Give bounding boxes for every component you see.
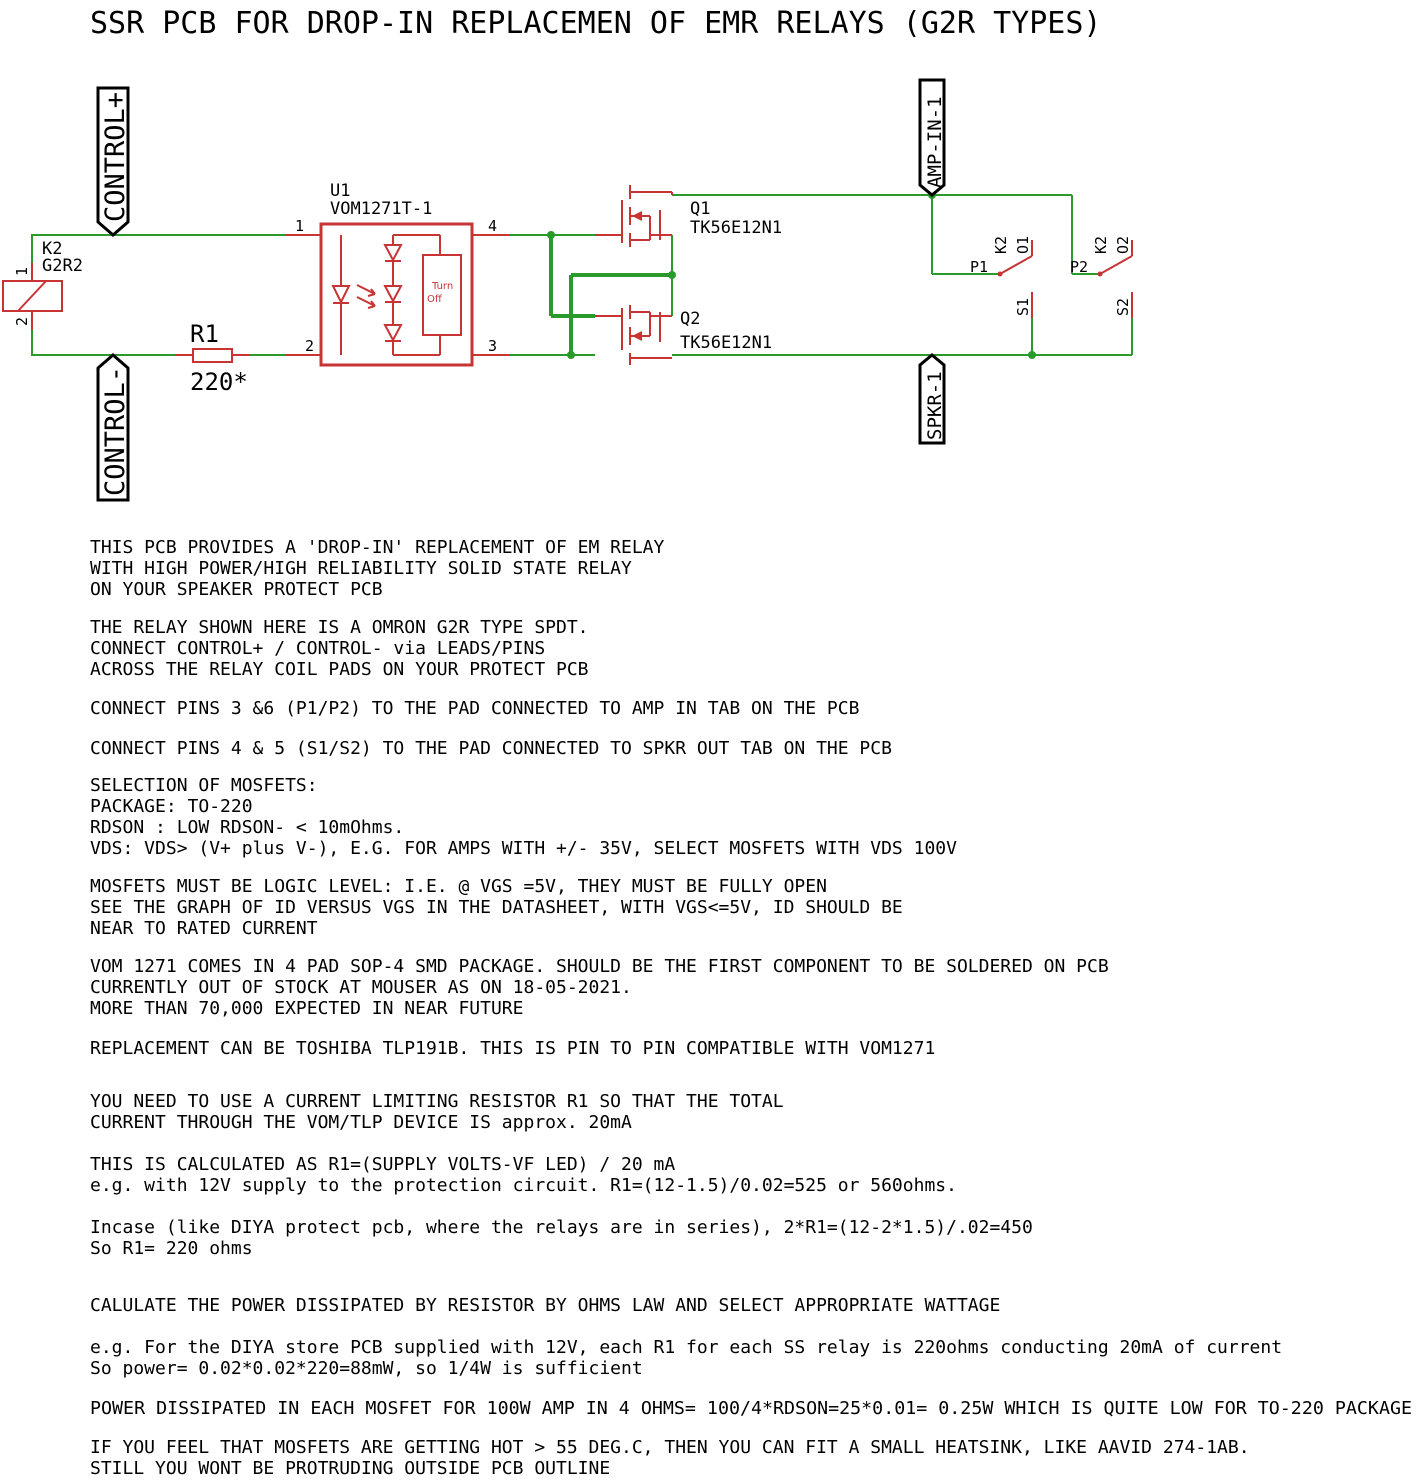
opto-turnoff-label-1: Turn <box>432 281 454 292</box>
note-line: IF YOU FEEL THAT MOSFETS ARE GETTING HOT > 55 DEG.C, THEN YOU CAN FIT A SMALL HEATSINK, LIKE AAVID 274-1AB. <box>90 1437 1250 1458</box>
note-line: CURRENTLY OUT OF STOCK AT MOUSER AS ON 18-05-2021. <box>90 977 632 998</box>
resistor-value: 220* <box>190 368 248 396</box>
port-control-plus-label: CONTROL+ <box>100 91 131 222</box>
q1-ref: Q1 <box>690 199 711 219</box>
q2-value: TK56E12N1 <box>680 333 773 353</box>
port-spkr <box>920 355 946 443</box>
note-line: e.g. with 12V supply to the protection circuit. R1=(12-1.5)/0.02=525 or 560ohms. <box>90 1175 957 1196</box>
note-line: REPLACEMENT CAN BE TOSHIBA TLP191B. THIS IS PIN TO PIN COMPATIBLE WITH VOM1271 <box>90 1038 936 1059</box>
contact-1-throw: O1 <box>1014 235 1032 254</box>
note-line: WITH HIGH POWER/HIGH RELIABILITY SOLID STATE RELAY <box>90 558 632 579</box>
note-line: VOM 1271 COMES IN 4 PAD SOP-4 SMD PACKAGE. SHOULD BE THE FIRST COMPONENT TO BE SOLDERED ON PCB <box>90 956 1109 977</box>
note-line: THIS IS CALCULATED AS R1=(SUPPLY VOLTS-VF LED) / 20 mA <box>90 1154 676 1175</box>
relay-contact-1 <box>970 236 1032 318</box>
note-line: VDS: VDS> (V+ plus V-), E.G. FOR AMPS WITH +/- 35V, SELECT MOSFETS WITH VDS 100V <box>90 838 957 859</box>
q1-value: TK56E12N1 <box>690 218 783 238</box>
note-line: CONNECT CONTROL+ / CONTROL- via LEADS/PINS <box>90 638 546 659</box>
note-line: MORE THAN 70,000 EXPECTED IN NEAR FUTURE <box>90 998 524 1019</box>
note-line: YOU NEED TO USE A CURRENT LIMITING RESISTOR R1 SO THAT THE TOTAL <box>90 1091 784 1112</box>
note-line: ON YOUR SPEAKER PROTECT PCB <box>90 579 383 600</box>
note-line: PACKAGE: TO-220 <box>90 796 253 817</box>
relay-ref: K2 <box>42 239 63 259</box>
port-spkr-label: SPKR-1 <box>924 371 946 440</box>
note-line: RDSON : LOW RDSON- < 10mOhms. <box>90 817 405 838</box>
contact-2-throw: O2 <box>1114 235 1132 254</box>
opto-turnoff-label-2: Off <box>427 294 442 305</box>
note-line: SELECTION OF MOSFETS: <box>90 775 318 796</box>
contact-1-common: S1 <box>1014 297 1032 316</box>
relay-pin-1: 1 <box>13 266 31 276</box>
note-line: STILL YOU WONT BE PROTRUDING OUTSIDE PCB OUTLINE <box>90 1458 611 1479</box>
note-line: NEAR TO RATED CURRENT <box>90 918 318 939</box>
design-notes <box>90 537 1412 1479</box>
note-line: CALULATE THE POWER DISSIPATED BY RESISTOR BY OHMS LAW AND SELECT APPROPRIATE WATTAGE <box>90 1295 1001 1316</box>
note-line: ACROSS THE RELAY COIL PADS ON YOUR PROTECT PCB <box>90 659 589 680</box>
port-control-minus <box>98 355 131 500</box>
note-line: CONNECT PINS 3 &6 (P1/P2) TO THE PAD CONNECTED TO AMP IN TAB ON THE PCB <box>90 698 860 719</box>
port-control-minus-label: CONTROL- <box>100 365 131 496</box>
note-line: Incase (like DIYA protect pcb, where the relays are in series), 2*R1=(12-2*1.5)/.02=450 <box>90 1217 1033 1238</box>
schematic-title: SSR PCB FOR DROP-IN REPLACEMEN OF EMR RELAYS (G2R TYPES) <box>90 6 1102 41</box>
resistor-r1 <box>175 320 250 396</box>
contact-1-pole: P1 <box>970 258 989 276</box>
note-line: CURRENT THROUGH THE VOM/TLP DEVICE IS approx. 20mA <box>90 1112 632 1133</box>
contact-2-pole: P2 <box>1070 258 1089 276</box>
port-amp-in-label: AMP-IN-1 <box>924 96 946 188</box>
opto-ref: U1 <box>330 181 351 201</box>
relay-value: G2R2 <box>42 256 83 276</box>
note-line: SEE THE GRAPH OF ID VERSUS VGS IN THE DATASHEET, WITH VGS<=5V, ID SHOULD BE <box>90 897 903 918</box>
note-line: CONNECT PINS 4 & 5 (S1/S2) TO THE PAD CONNECTED TO SPKR OUT TAB ON THE PCB <box>90 738 892 759</box>
note-line: THIS PCB PROVIDES A 'DROP-IN' REPLACEMENT OF EM RELAY <box>90 537 665 558</box>
note-line: e.g. For the DIYA store PCB supplied with 12V, each R1 for each SS relay is 220ohms conducting 20mA of current <box>90 1337 1283 1358</box>
q2-ref: Q2 <box>680 309 701 329</box>
opto-pin-2: 2 <box>305 337 315 355</box>
opto-pin-4: 4 <box>488 217 498 235</box>
note-line: So R1= 220 ohms <box>90 1238 253 1259</box>
opto-pin-3: 3 <box>488 337 498 355</box>
note-line: POWER DISSIPATED IN EACH MOSFET FOR 100W AMP IN 4 OHMS= 100/4*RDSON=25*0.01= 0.25W WHICH IS QUITE LOW FOR TO-220 PACKAGE <box>90 1398 1412 1419</box>
relay-contact-2 <box>1070 236 1132 318</box>
relay-pin-2: 2 <box>13 316 31 326</box>
relay-coil <box>3 239 83 330</box>
optocoupler-u1 <box>285 181 510 365</box>
contact-1-ref: K2 <box>992 235 1010 254</box>
port-control-plus <box>98 88 131 235</box>
note-line: MOSFETS MUST BE LOGIC LEVEL: I.E. @ VGS =5V, THEY MUST BE FULLY OPEN <box>90 876 827 897</box>
opto-pin-1: 1 <box>295 217 305 235</box>
note-line: So power= 0.02*0.02*220=88mW, so 1/4W is sufficient <box>90 1358 643 1379</box>
opto-value: VOM1271T-1 <box>330 199 433 219</box>
note-line: THE RELAY SHOWN HERE IS A OMRON G2R TYPE SPDT. <box>90 617 589 638</box>
contact-2-ref: K2 <box>1092 235 1110 254</box>
port-amp-in <box>920 80 946 195</box>
contact-2-common: S2 <box>1114 297 1132 316</box>
resistor-ref: R1 <box>190 320 219 348</box>
